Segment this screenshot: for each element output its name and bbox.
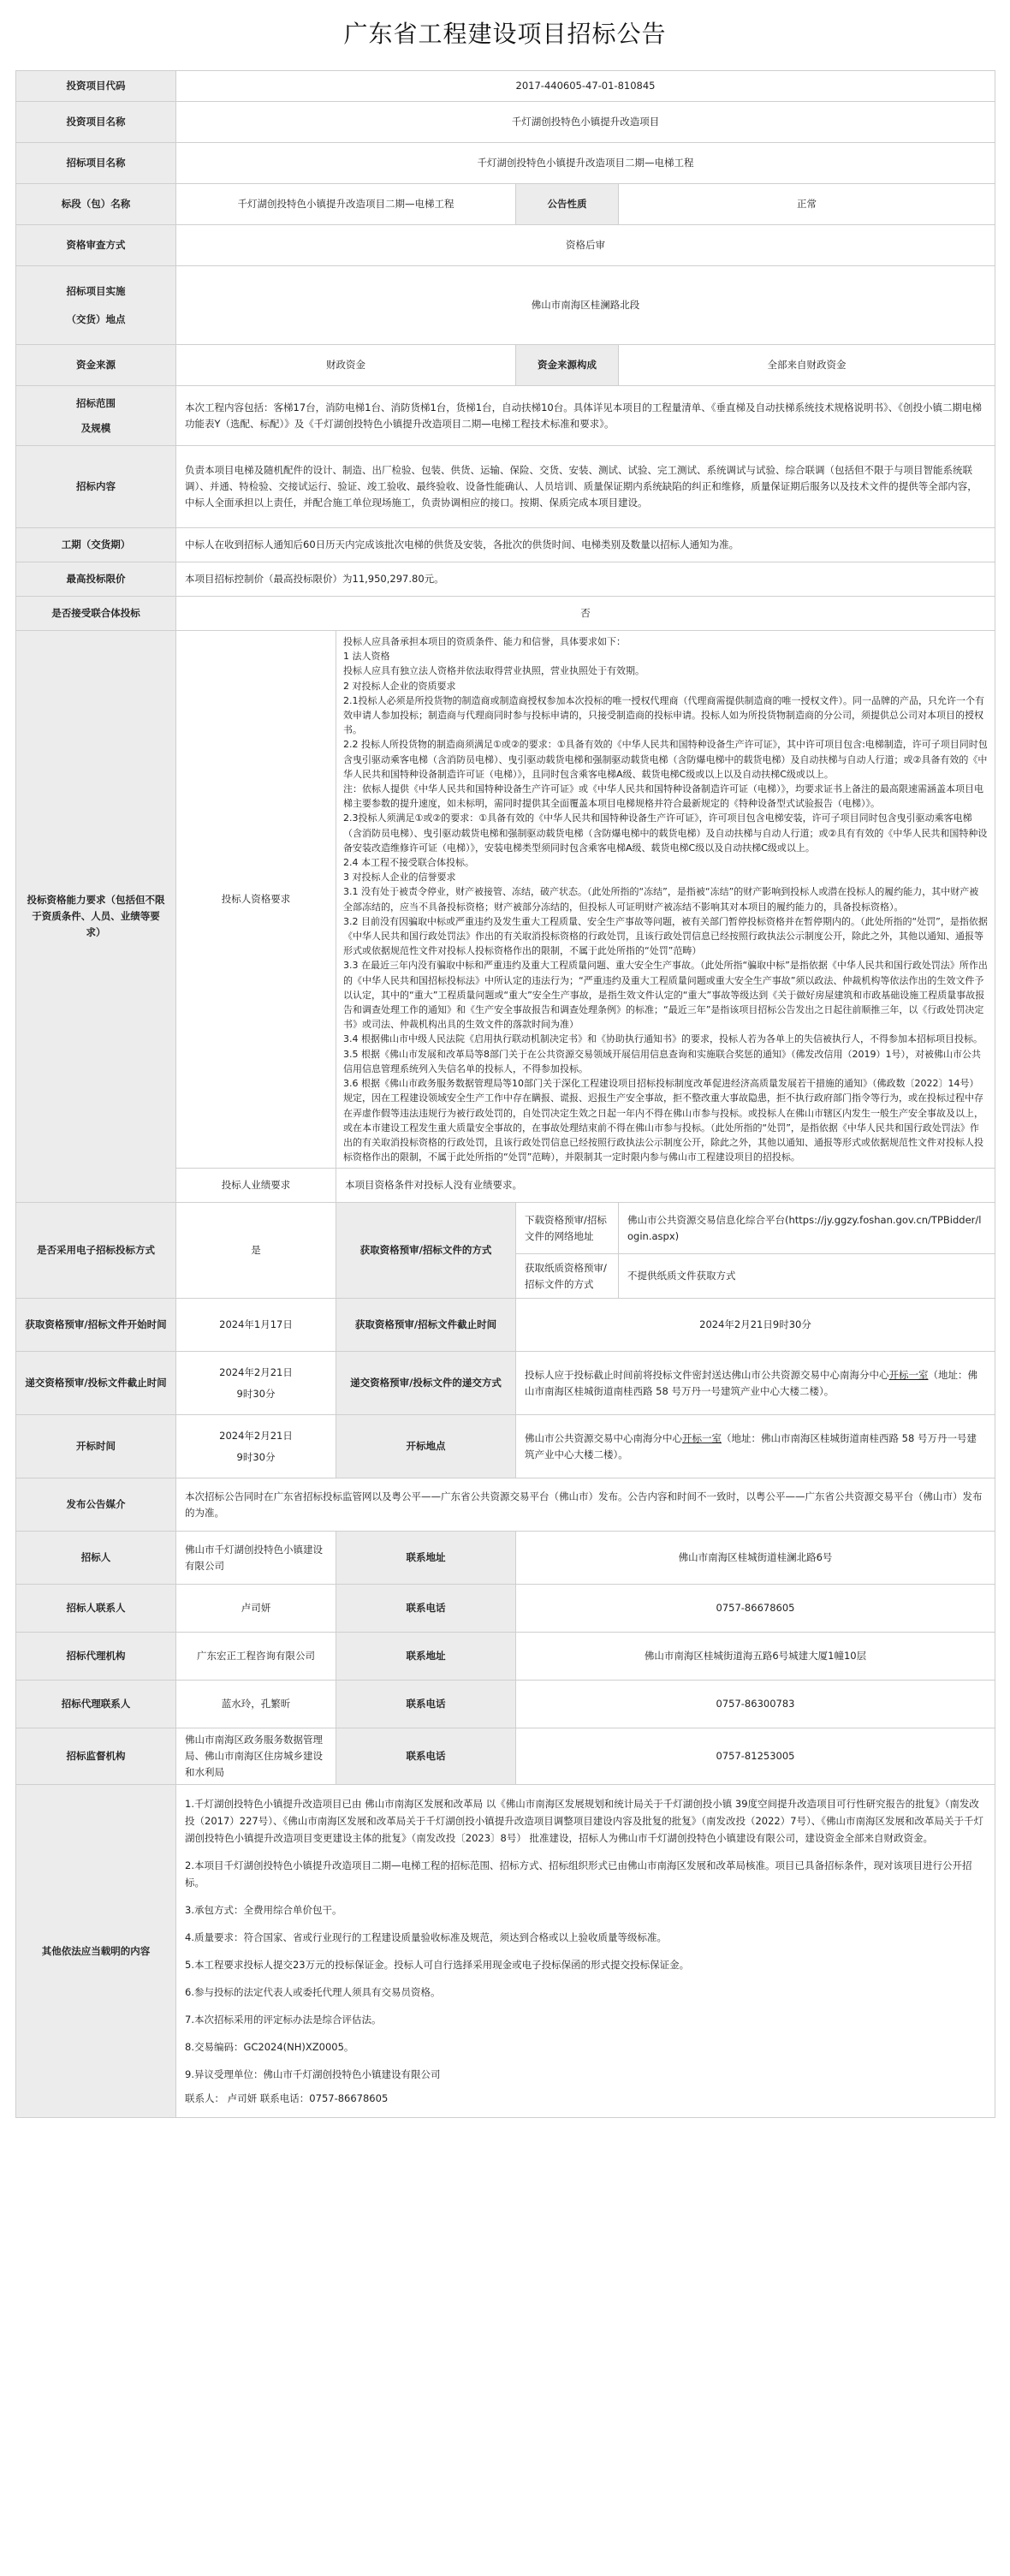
location-value: 佛山市南海区桂澜路北段 [176, 266, 995, 345]
other-line: 8.交易编码：GC2024(NH)XZ0005。 [185, 2041, 354, 2054]
start-time-value: 2024年1月17日 [176, 1299, 336, 1352]
row-project-code [16, 71, 995, 102]
qual-line: 3 对投标人企业的信誉要求 [343, 872, 456, 883]
other-line: 3.承包方式：全费用综合单价包干。 [185, 1904, 342, 1917]
row-tenderer [16, 1532, 995, 1585]
qual-req-label: 投标人资格要求 [176, 631, 336, 1169]
qual-line: 注：依标人提供《中华人民共和国特种设备生产许可证》或《中华人民共和国特种设备制造许可证（电梯）》，均要求证书上备注的最高限速需涵盖本项目电梯主要参数的提升速度，如未标明，需同时提供其全面覆盖本项目电梯规格并符合最新规定的《特种设备型式试验报告（电梯）》。 [343, 783, 983, 810]
other-line: 6.参与投标的法定代表人或委托代理人须具有交易员资格。 [185, 1986, 441, 1999]
content-value: 负责本项目电梯及随机配件的设计、制造、出厂检验、包装、供货、运输、保险、交货、安装、测试、试验、完工测试、系统调试与试验、综合联调（包括但不限于与项目智能系统联调）、并通、特检验、交接试运行、验证、竣工验收、最终验收、设备性能确认、人员培训、质量保证期内系统缺陷的纠正和维修，质量保证期后服务以及技术文件的提供等全部内容，中标人全面承担以上责任，并配合施工单位现场施工，负责协调相应的接口。按期、保质完成本项目建设。 [176, 446, 995, 528]
perf-req-label: 投标人业绩要求 [176, 1169, 336, 1203]
row-open [16, 1415, 995, 1478]
supervisor-value: 佛山市南海区政务服务数据管理局、佛山市南海区住房城乡建设和水利局 [176, 1728, 336, 1785]
section-name-value: 千灯湖创投特色小镇提升改造项目二期—电梯工程 [176, 184, 516, 225]
qual-line: 1 法人资格 [343, 651, 390, 663]
qual-line: 2.4 本工程不接受联合体投标。 [343, 857, 474, 869]
row-duration [16, 528, 995, 562]
duration-label: 工期（交货期） [16, 528, 176, 562]
project-code-value: 2017-440605-47-01-810845 [176, 71, 995, 102]
perf-req-value: 本项目资格条件对投标人没有业绩要求。 [336, 1169, 995, 1203]
row-content [16, 446, 995, 528]
row-media [16, 1478, 995, 1532]
open-place-pre: 佛山市公共资源交易中心南海分中心 [525, 1431, 682, 1444]
qual-line: 投标人应具备承担本项目的资质条件、能力和信誉，具体要求如下： [343, 636, 626, 647]
row-project-name [16, 102, 995, 143]
location-label-line2: （交货）地点 [66, 312, 126, 325]
row-times [16, 1299, 995, 1352]
scope-label-line2: 及规模 [80, 421, 111, 434]
scope-value: 本次工程内容包括：客梯17台，消防电梯1台、消防货梯1台，货梯1台，自动扶梯10台。具体详见本项目的工程量清单、《垂直梯及自动扶梯系统技术规格说明书》、《创投小镇二期电梯功能表Y（选配、标配）》及《千灯湖创投特色小镇提升改造项目二期—电梯工程技术标准和要求》。 [176, 386, 995, 446]
qual-line: 3.1 没有处于被责令停业，财产被接管、冻结，破产状态。（此处所指的“冻结”，是指被“冻结”的财产影响到投标人或潜在投标人的履约能力，其中财产被全部冻结的，应当不具备投标资格；财产被部分冻结的，但投标人可证明财产被冻结不影响其对本项目的履约能力的，具备投标资格）。 [343, 886, 979, 913]
submit-method-label: 递交资格预审/投标文件的递交方式 [336, 1352, 516, 1415]
row-fund [16, 345, 995, 386]
other-text [176, 1785, 995, 2118]
tenderer-value: 佛山市千灯湖创投特色小镇建设有限公司 [176, 1532, 336, 1585]
notice-nature-label: 公告性质 [516, 184, 619, 225]
tenderer-contact-label: 招标人联系人 [16, 1585, 176, 1633]
supervisor-label: 招标监督机构 [16, 1728, 176, 1785]
qual-line: 3.6 根据《佛山市政务服务数据管理局等10部门关于深化工程建设项目招标投标制度改革促进经济高质量发展若干措施的通知》（佛政数〔2022〕14号）规定，因在工程建设领域安全生产工作中存在瞒报、谎报、迟报生产安全事故，拒不整改重大事故隐患，拒不执行政府部门指令等行为，或在投标过程中存在弄虚作假等违法违规行为被行政处罚的，自处罚决定生效之日起一年内不得在佛山市参与投标。或投标人在佛山市辖区内发生一般生产安全事故及以上，或在本市建设工程发生重大质量安全事故的，在事故处理结束前不得在佛山市参与投标。（此处所指的“处罚”，是指依据《中华人民共和国行政处罚法》作出的有关取消投标资格的行政处罚，且该行政处罚信息已经按照行政执法公示制度公开，除此之外，其他以通知、通报等形式或依据规范性文件对投标人投标资格作出的限制，不属于此处所指的“处罚”范畴），并限制其一定时限内参与佛山市工程建设项目的招投标。 [343, 1078, 983, 1163]
qual-req-text [336, 631, 995, 1169]
qual-review-label: 资格审查方式 [16, 225, 176, 266]
row-supervisor [16, 1728, 995, 1785]
row-max-price [16, 562, 995, 597]
req-label: 投标资格能力要求（包括但不限于资质条件、人员、业绩等要求） [16, 631, 176, 1203]
download-addr-value[interactable]: 佛山市公共资源交易信息化综合平台(https://jy.ggzy.foshan.gov.cn/TPBidder/login.aspx) [619, 1203, 995, 1254]
row-consortium [16, 597, 995, 631]
other-line: 7.本次招标采用的评定标办法是综合评估法。 [185, 2014, 382, 2026]
qual-line: 投标人应具有独立法人资格并依法取得营业执照，营业执照处于有效期。 [343, 665, 645, 677]
scope-label-line1: 招标范围 [76, 396, 116, 409]
project-name-value: 千灯湖创投特色小镇提升改造项目 [176, 102, 995, 143]
open-time-label: 开标时间 [16, 1415, 176, 1478]
fund-source-label: 资金来源 [16, 345, 176, 386]
other-line: 1.千灯湖创投特色小镇提升改造项目已由 佛山市南海区发展和改革局 以《佛山市南海区发展规划和统计局关于千灯湖创投小镇 39度空间提升改造项目可行性研究报告的批复》（南发改投（2017）227号）、《佛山市南海区发展和改革局关于千灯湖创投小镇提升改造项目调整项目建设内容及批复的批复》（南发改投（2022）7号）、《佛山市南海区发展和改革局关于千灯湖创投特色小镇提升改造项目变更建设主体的批复》（南发改投〔2023〕8号） 批准建设，招标人为佛山市千灯湖创投特色小镇建设有限公司，建设资金全部来自财政资金。 [185, 1798, 984, 1845]
fund-source-value: 财政资金 [176, 345, 516, 386]
open-place-value [516, 1415, 995, 1478]
paper-method-value: 不提供纸质文件获取方式 [619, 1254, 995, 1299]
tenderer-label: 招标人 [16, 1532, 176, 1585]
submit-method-pre: 投标人应于投标截止时间前将投标文件密封送达佛山市公共资源交易中心南海分中心 [525, 1368, 889, 1381]
deadline-time: 9时30分 [236, 1387, 276, 1400]
open-place-post: （地址：佛山市南海区桂城街道南桂西路 58 号万丹一号建筑产业中心大楼二楼）。 [525, 1431, 977, 1461]
tenderer-phone-label: 联系电话 [336, 1585, 516, 1633]
deadline-date: 2024年2月21日 [219, 1365, 293, 1378]
other-line: 联系人： 卢司妍 联系电话：0757-86678605 [185, 2092, 389, 2105]
end-time-label: 获取资格预审/招标文件截止时间 [336, 1299, 516, 1352]
other-line: 4.质量要求：符合国家、省或行业现行的工程建设质量验收标准及规范，须达到合格或以上验收质量等级标准。 [185, 1931, 667, 1944]
media-label: 发布公告媒介 [16, 1478, 176, 1532]
obtain-method-label: 获取资格预审/招标文件的方式 [336, 1203, 516, 1299]
row-tenderer-contact [16, 1585, 995, 1633]
bid-project-name-value: 千灯湖创投特色小镇提升改造项目二期—电梯工程 [176, 143, 995, 184]
deadline-value [176, 1352, 336, 1415]
bid-project-name-label: 招标项目名称 [16, 143, 176, 184]
agency-value: 广东宏正工程咨询有限公司 [176, 1633, 336, 1681]
qual-line: 2.2 投标人所投货物的制造商须满足①或②的要求：①具备有效的《中华人民共和国特种设备生产许可证》，其中许可项目包含:电梯制造，许可子项目同时包含曳引驱动乘客电梯（含消防员电梯）、曳引驱动载货电梯和强制驱动载货电梯（含防爆电梯中的载货电梯）及自动扶梯与自动人行道；或②具备有效的《中华人民共和国特种设备制造许可证（电梯）》，且同时包含乘客电梯A级、载货电梯C级或以上以及自动扶梯C级或以上。 [343, 739, 988, 780]
agency-contact-label: 招标代理联系人 [16, 1681, 176, 1728]
agency-phone-label: 联系电话 [336, 1681, 516, 1728]
other-line: 9.异议受理单位：佛山市千灯湖创投特色小镇建设有限公司 [185, 2068, 441, 2081]
location-label-line1: 招标项目实施 [66, 284, 126, 297]
qual-line: 2 对投标人企业的资质要求 [343, 680, 456, 692]
submit-method-post: （地址：佛山市南海区桂城街道南桂西路 58 号万丹一号建筑产业中心大楼二楼）。 [525, 1368, 977, 1397]
row-qual-req [16, 631, 995, 1169]
max-price-label: 最高投标限价 [16, 562, 176, 597]
submit-method-value [516, 1352, 995, 1415]
qual-line: 3.2 目前没有因骗取中标或严重违约及发生重大工程质量、安全生产事故等问题，被有关部门暂停投标资格并在暂停期内的。（此处所指的“处罚”，是指依据《中华人民共和国行政处罚法》作出的有关取消投标资格的行政处罚，且该行政处罚信息已经按照行政执法公示制度公开，除此之外，其他以通知、通报等形式或依据规范性文件对投标人投标资格作出的限制，不属于此处所指的“处罚”范畴） [343, 915, 988, 957]
open-date: 2024年2月21日 [219, 1429, 293, 1442]
fund-composition-label: 资金来源构成 [516, 345, 619, 386]
scope-label [16, 386, 176, 446]
row-bid-project-name [16, 143, 995, 184]
paper-method-label: 获取纸质资格预审/招标文件的方式 [516, 1254, 619, 1299]
consortium-value: 否 [176, 597, 995, 631]
open-place-label: 开标地点 [336, 1415, 516, 1478]
row-section [16, 184, 995, 225]
fund-composition-value: 全部来自财政资金 [619, 345, 995, 386]
tenderer-addr-label: 联系地址 [336, 1532, 516, 1585]
row-agency-contact [16, 1681, 995, 1728]
row-deadline [16, 1352, 995, 1415]
agency-contact-value: 蓝水玲，孔繁昕 [176, 1681, 336, 1728]
max-price-value: 本项目招标控制价（最高投标限价）为11,950,297.80元。 [176, 562, 995, 597]
open-time: 9时30分 [236, 1450, 276, 1463]
content-label: 招标内容 [16, 446, 176, 528]
agency-phone-value: 0757-86300783 [516, 1681, 995, 1728]
row-other [16, 1785, 995, 2118]
notice-nature-value: 正常 [619, 184, 995, 225]
other-label: 其他依法应当载明的内容 [16, 1785, 176, 2118]
electronic-value: 是 [176, 1203, 336, 1299]
start-time-label: 获取资格预审/招标文件开始时间 [16, 1299, 176, 1352]
supervisor-phone-value: 0757-81253005 [516, 1728, 995, 1785]
row-location [16, 266, 995, 345]
tenderer-addr-value: 佛山市南海区桂城街道桂澜北路6号 [516, 1532, 995, 1585]
tenderer-contact-value: 卢司妍 [176, 1585, 336, 1633]
electronic-label: 是否采用电子招标投标方式 [16, 1203, 176, 1299]
notice-table [15, 70, 995, 2118]
tenderer-phone-value: 0757-86678605 [516, 1585, 995, 1633]
row-electronic [16, 1203, 995, 1254]
supervisor-phone-label: 联系电话 [336, 1728, 516, 1785]
open-time-value [176, 1415, 336, 1478]
project-name-label: 投资项目名称 [16, 102, 176, 143]
row-scope [16, 386, 995, 446]
submit-method-room: 开标一室 [888, 1368, 929, 1381]
page-title: 广东省工程建设项目招标公告 [343, 20, 667, 48]
qual-review-value: 资格后审 [176, 225, 995, 266]
row-qual-review [16, 225, 995, 266]
download-addr-label: 下载资格预审/招标文件的网络地址 [516, 1203, 619, 1254]
end-time-value: 2024年2月21日9时30分 [516, 1299, 995, 1352]
duration-value: 中标人在收到招标人通知后60日历天内完成该批次电梯的供货及安装，各批次的供货时间、电梯类别及数量以招标人通知为准。 [176, 528, 995, 562]
row-agency [16, 1633, 995, 1681]
section-name-label: 标段（包）名称 [16, 184, 176, 225]
qual-line: 2.1投标人必须是所投货物的制造商或制造商授权参加本次投标的唯一授权代理商（代理商需提供制造商的唯一授权文件）。同一品牌的产品，只允许一个有效申请人参加投标；制造商与代理商同时参与投标申请的，只接受制造商的投标申请。投标人如为所投货物制造商的分公司，须提供总公司对本项目的授权书。 [343, 694, 984, 736]
agency-addr-value: 佛山市南海区桂城街道海五路6号城建大厦1幢10层 [516, 1633, 995, 1681]
deadline-label: 递交资格预审/投标文件截止时间 [16, 1352, 176, 1415]
qual-line: 3.5 根据《佛山市发展和改革局等8部门关于在公共资源交易领域开展信用信息查询和实施联合奖惩的通知》（佛发改信用（2019）1号），对被佛山市公共信用信息管理系统列入失信名单的投标人，不得参加投标。 [343, 1048, 981, 1074]
location-label [16, 266, 176, 345]
other-line: 2.本项目千灯湖创投特色小镇提升改造项目二期—电梯工程的招标范围、招标方式、招标组织形式已由佛山市南海区发展和改革局核准。项目已具备招标条件，现对该项目进行公开招标。 [185, 1859, 972, 1889]
agency-label: 招标代理机构 [16, 1633, 176, 1681]
qual-line: 3.4 根据佛山市中级人民法院《启用执行联动机制决定书》和《协助执行通知书》的要求，投标人若为各单上的失信被执行人，不得参加本招标项目投标。 [343, 1033, 983, 1045]
qual-line: 3.3 在最近三年内没有骗取中标和严重违约及重大工程质量问题、重大安全生产事故。（此处所指“骗取中标”是指依据《中华人民共和国行政处罚法》所作出的《中华人民共和国招标投标法》中所认定的违法行为；“严重违约及重大工程质量问题或重大安全生产事故”须以政法、仲裁机构等依法作出的生效文件予以认定，其中的“重大”工程质量问题或“重大”安全生产事故，是指生效文件认定的“重大”事故等级达到《关于做好房屋建筑和市政基础设施工程质量事故报告和调查处理工作的通知》和《生产安全事故报告和调查处理条例》的标准；“最近三年”是指该项目招标公告发出之日起往前顺推三年，以《行政处罚决定书》或司法、仲裁机构出具的生效文件的落款时间为准） [343, 960, 988, 1031]
consortium-label: 是否接受联合体投标 [16, 597, 176, 631]
agency-addr-label: 联系地址 [336, 1633, 516, 1681]
open-place-room: 开标一室 [682, 1431, 722, 1444]
project-code-label: 投资项目代码 [16, 71, 176, 102]
other-line: 5.本工程要求投标人提交23万元的投标保证金。投标人可自行选择采用现金或电子投标保函的形式提交投标保证金。 [185, 1959, 690, 1972]
qual-line: 2.3投标人须满足①或②的要求：①具备有效的《中华人民共和国特种设备生产许可证》，许可项目包含电梯安装，许可子项目同时包含曳引驱动乘客电梯（含消防员电梯）、曳引驱动载货电梯和强制驱动载货电梯（含防爆电梯中的载货电梯）及自动扶梯与自动人行道；或②具有有效的《中华人民共和国特种设备安装改造维修许可证（电梯）》，安装电梯类型须同时包含乘客电梯A级、载货电梯C级以及自动扶梯C级或以上。 [343, 812, 988, 854]
media-value: 本次招标公告同时在广东省招标投标监管网以及粤公平——广东省公共资源交易平台（佛山市）发布。公告内容和时间不一致时，以粤公平——广东省公共资源交易平台（佛山市）发布的为准。 [176, 1478, 995, 1532]
